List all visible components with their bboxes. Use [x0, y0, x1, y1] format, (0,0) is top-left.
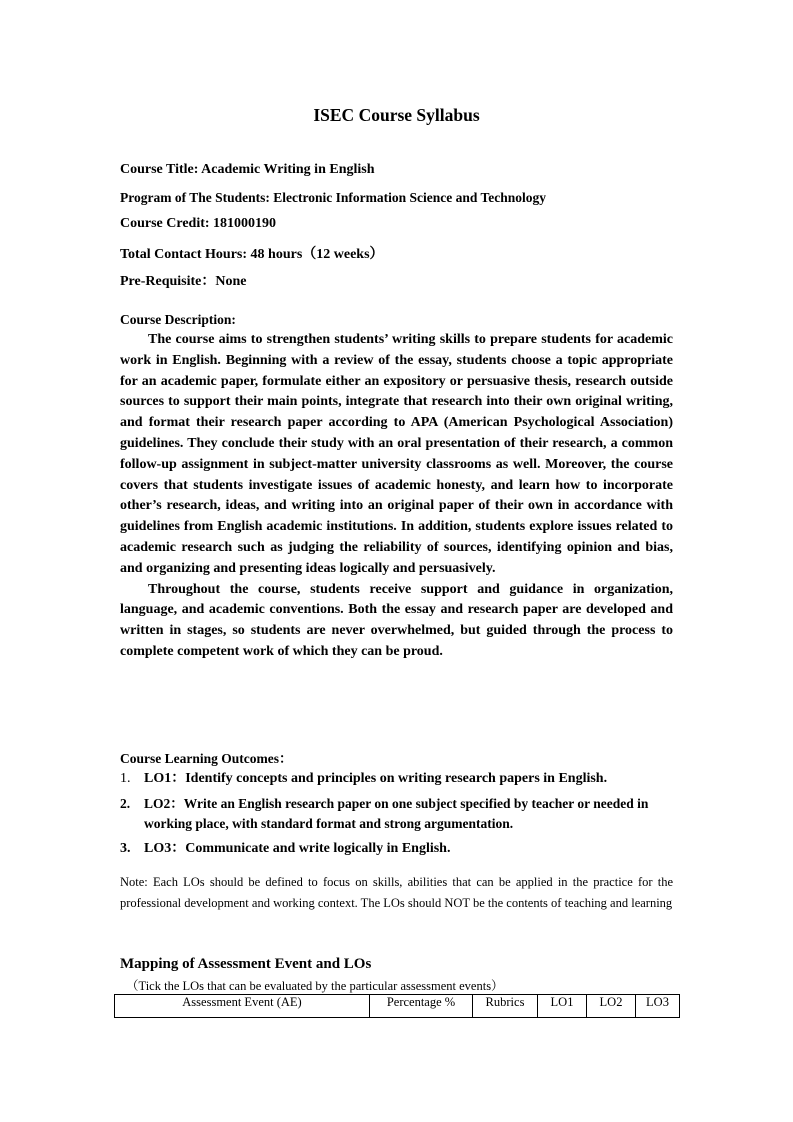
header-lo2: LO2 [587, 995, 636, 1018]
outcome-number: 1. [120, 771, 131, 786]
course-credit: Course Credit: 181000190 [120, 216, 277, 231]
learning-outcomes-label: Course Learning Outcomes： [120, 751, 293, 766]
student-program: Program of The Students: Electronic Information Science and Technology [120, 190, 547, 205]
learning-outcome-item [120, 794, 680, 834]
header-lo1: LO1 [538, 995, 587, 1018]
description-paragraph: The course aims to strengthen students’ writing skills to prepare students for academic work in English. Beginning with a review of the essay, students choose a topic appropriate for an academic paper, formulate either an expository or persuasive thesis, research outside sources to support their main points, integrate that research into their own original writing, and format their research paper according to APA (American Psychological Association) guidelines. They conclude their study with an oral presentation of their research, a common follow-up assignment in subject-matter university classrooms as well. Moreover, the course covers that students investigate issues of academic honesty, and learn how to incorporate other’s research, ideas, and writing into an original paper of their own in accordance with guidelines from English academic institutions. In addition, students explore issues related to academic research such as judging the reliability of sources, identifying opinion and bias, and organizing and presenting ideas logically and persuasively. [120, 332, 673, 576]
total-contact-hours: Total Contact Hours: 48 hours（12 weeks） [120, 247, 384, 262]
header-assessment-event: Assessment Event (AE) [115, 995, 370, 1018]
course-title: Course Title: Academic Writing in English [120, 162, 375, 177]
assessment-mapping-table [114, 994, 680, 1018]
outcome-text: LO3：Communicate and write logically in English. [144, 841, 451, 856]
outcome-number: 2. [120, 796, 131, 811]
learning-outcome-item [120, 769, 680, 789]
document-title: ISEC Course Syllabus [313, 105, 480, 125]
header-percentage: Percentage % [370, 995, 473, 1018]
outcome-text: LO2：Write an English research paper on one subject specified by teacher or needed in working place, with standard format and strong argumentation. [144, 796, 649, 831]
learning-outcome-item [120, 839, 680, 859]
mapping-hint: （Tick the LOs that can be evaluated by the particular assessment events） [126, 979, 504, 993]
table-header-row [115, 995, 680, 1018]
outcome-text: LO1：Identify concepts and principles on writing research papers in English. [144, 771, 608, 786]
outcome-number: 3. [120, 841, 131, 856]
course-description-label: Course Description: [120, 312, 236, 327]
prerequisite: Pre-Requisite：None [120, 274, 247, 289]
mapping-title: Mapping of Assessment Event and LOs [120, 956, 372, 972]
learning-outcomes-list [120, 769, 680, 864]
outcomes-note: Note: Each LOs should be defined to focus on skills, abilities that can be applied in the practice for the professional development and working context. The LOs should NOT be the contents of teaching and learning [120, 875, 673, 910]
header-rubrics: Rubrics [473, 995, 538, 1018]
course-description [120, 330, 673, 663]
description-paragraph: Throughout the course, students receive support and guidance in organization, language, and academic conventions. Both the essay and research paper are developed and written in stages, so students are never overwhelmed, but guided through the process to complete competent work of which they can be proud. [120, 581, 673, 659]
header-lo3: LO3 [636, 995, 680, 1018]
